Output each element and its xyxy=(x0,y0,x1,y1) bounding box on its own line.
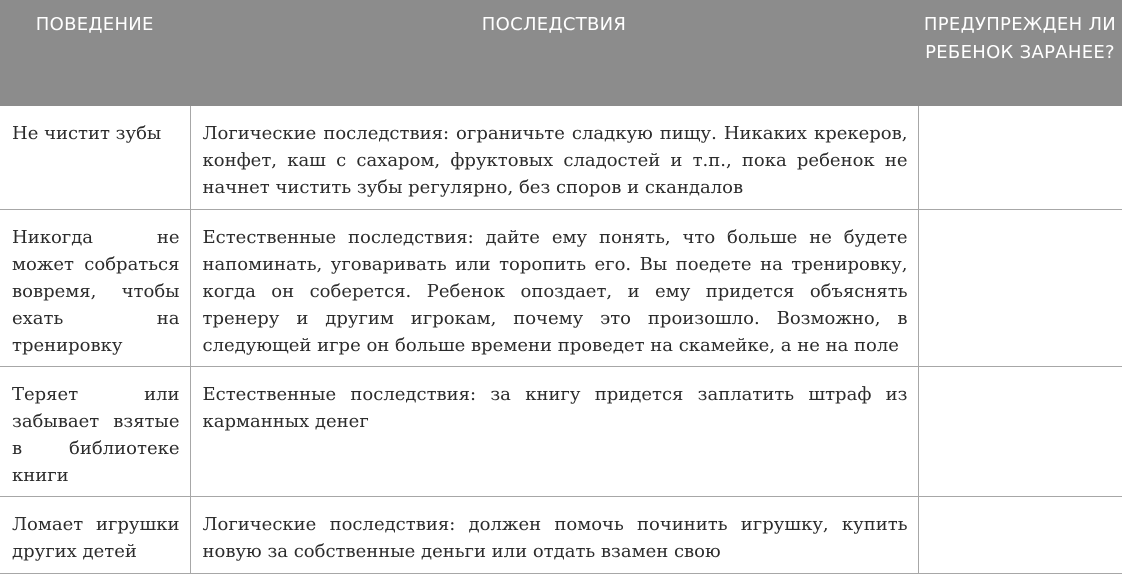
table-header xyxy=(0,1,1122,106)
header-warned: ПРЕДУПРЕЖДЕН ЛИ РЕБЕНОК ЗАРАНЕЕ? xyxy=(918,1,1122,106)
consequence-cell: Логические последствия: ограничьте сладкую пищу. Никаких крекеров, конфет, каш с сахаром, фруктовых сладостей и т.п., пока ребенок не начнет чистить зубы регулярно, без споров и скандалов xyxy=(190,106,918,210)
header-behavior: ПОВЕДЕНИЕ xyxy=(0,1,190,106)
table-row xyxy=(0,367,1122,497)
behavior-cell: Не чистит зубы xyxy=(0,106,190,210)
behavior-cell: Теряет или забывает взятые в библиотеке книги xyxy=(0,367,190,497)
behavior-cell: Ломает игрушки других детей xyxy=(0,497,190,574)
consequence-cell: Естественные последствия: за книгу придется заплатить штраф из карманных денег xyxy=(190,367,918,497)
warned-cell xyxy=(918,106,1122,210)
header-consequences: ПОСЛЕДСТВИЯ xyxy=(190,1,918,106)
table-row xyxy=(0,106,1122,210)
table-row xyxy=(0,497,1122,574)
consequence-cell: Естественные последствия: дайте ему понять, что больше не будете напоминать, уговаривать или торопить его. Вы поедете на тренировку, когда он соберется. Ребенок опоздает, и ему придется объяснять тренеру и другим игрокам, почему это произошло. Возможно, в следующей игре он больше времени проведет на скамейке, а не на поле xyxy=(190,210,918,367)
warned-cell xyxy=(918,497,1122,574)
warned-cell xyxy=(918,210,1122,367)
consequence-cell: Логические последствия: должен помочь починить игрушку, купить новую за собственные деньги или отдать взамен свою xyxy=(190,497,918,574)
header-row xyxy=(0,1,1122,106)
table-row xyxy=(0,210,1122,367)
behavior-cell: Никогда не может собраться вовремя, чтобы ехать на тренировку xyxy=(0,210,190,367)
table-body xyxy=(0,106,1122,574)
warned-cell xyxy=(918,367,1122,497)
